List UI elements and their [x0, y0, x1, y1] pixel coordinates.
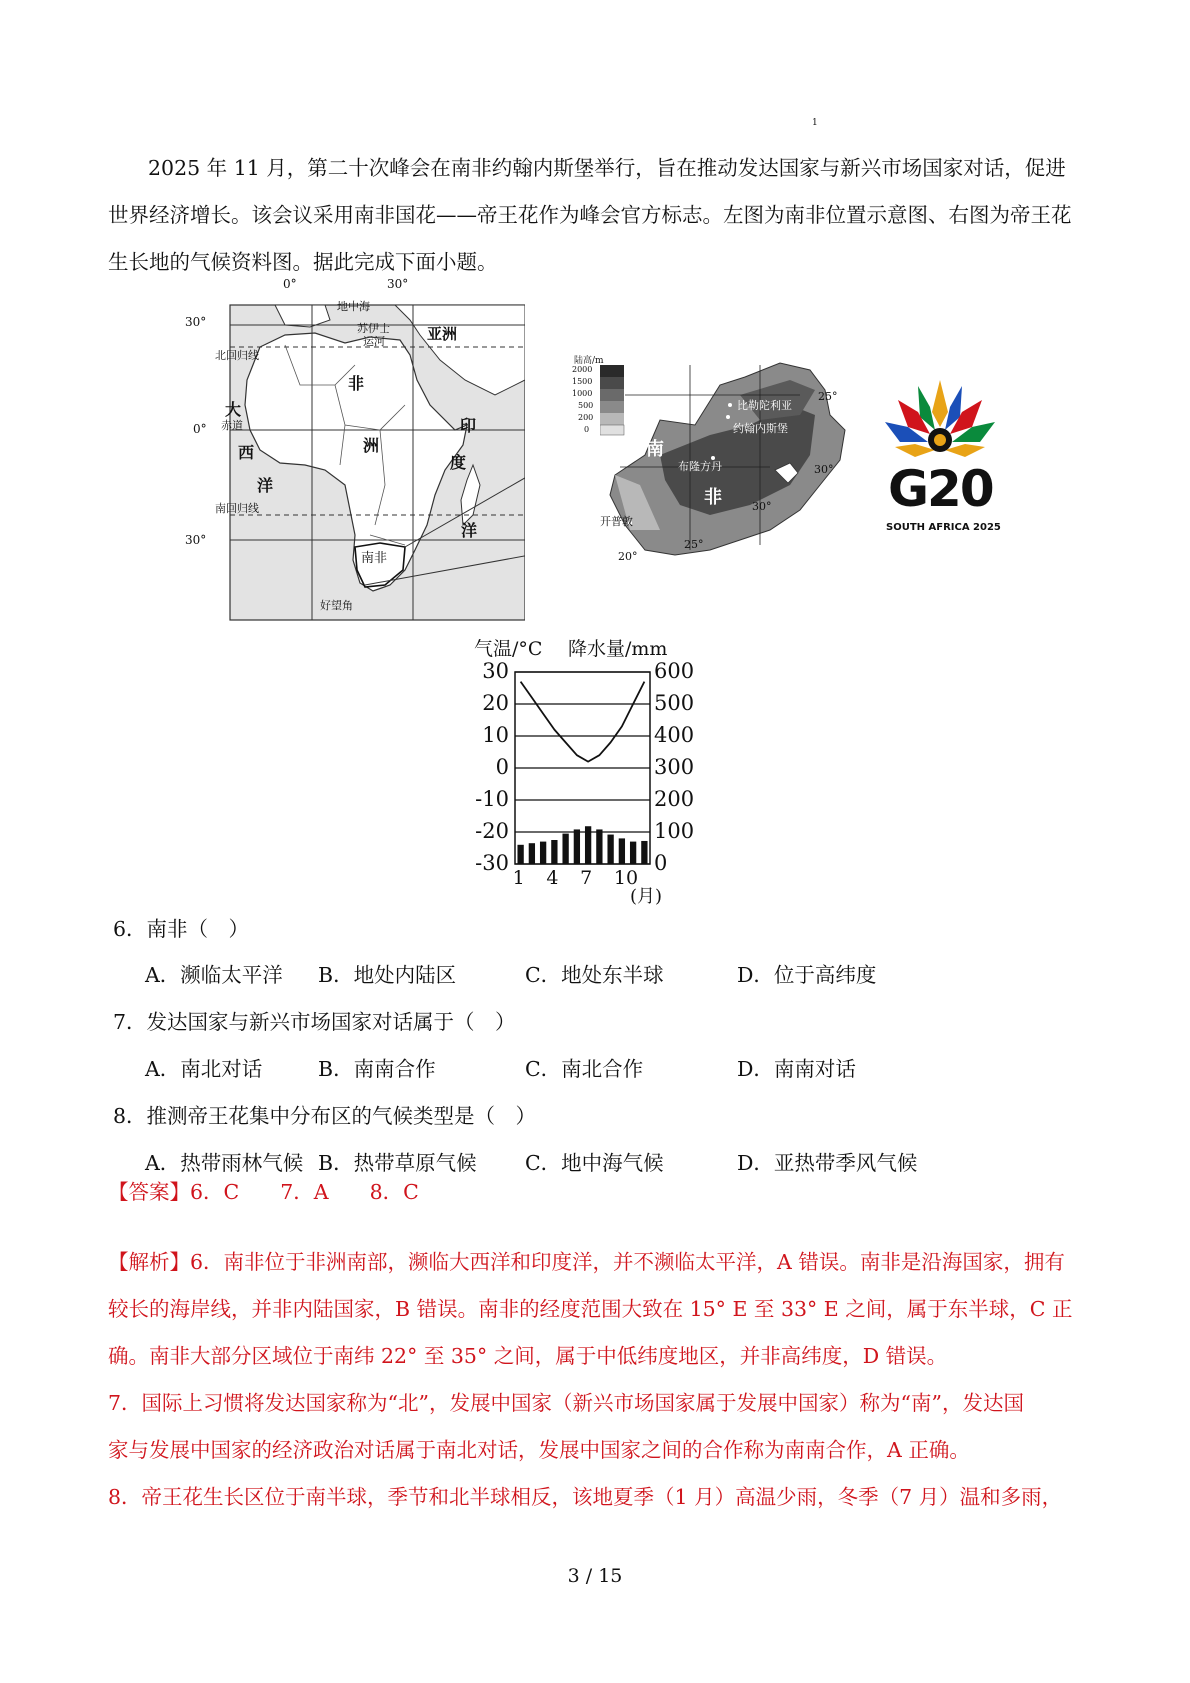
intro-line-1: 2025 年 11 月，第二十次峰会在南非约翰内斯堡举行，旨在推动发达国家与新兴市场国家对话，促进: [148, 156, 1066, 180]
question-7-option-d: D．南南对话: [737, 1057, 856, 1081]
legend-title: 陆高/m: [574, 356, 604, 366]
label-asia: 亚洲: [427, 325, 458, 343]
y-left-tick-label: -20: [475, 819, 509, 843]
question-8-option-b: B．热带草原气候: [318, 1151, 477, 1175]
question-6-option-c: C．地处东半球: [525, 963, 664, 987]
label-fei: 非: [704, 487, 722, 508]
y-right-tick-label: 600: [654, 659, 695, 683]
coord-25-lon: 25°: [684, 538, 704, 551]
lon-label-0: 0°: [283, 277, 297, 291]
top-mark: 1: [812, 118, 818, 128]
label-cape-good-hope: 好望角: [320, 599, 353, 612]
coord-20-lon: 20°: [618, 550, 638, 563]
label-indian-2: 度: [450, 453, 467, 472]
label-atlantic-3: 洋: [257, 476, 274, 495]
intro-paragraph: [108, 145, 1088, 286]
lon-label-30: 30°: [387, 277, 409, 291]
y-left-tick-label: 10: [482, 723, 509, 747]
city-pretoria: 比勒陀利亚: [737, 399, 792, 412]
analysis-line-5: 家与发展中国家的经济政治对话属于南北对话，发展中国家之间的合作称为南南合作，A 正确。: [108, 1438, 970, 1462]
y-left-tick-label: 0: [495, 755, 509, 779]
analysis-line-3: 确。南非大部分区域位于南纬 22° 至 35° 之间，属于中低纬度地区，并非高纬度，D 错误。: [108, 1344, 948, 1368]
label-nan: 南: [646, 439, 664, 460]
coord-25-lat: 25°: [818, 390, 838, 403]
g20-wordmark: G20: [888, 460, 993, 518]
legend-1000: 1000: [572, 389, 593, 398]
south-africa-relief-map: [572, 355, 870, 605]
y-left-tick-label: 20: [482, 691, 509, 715]
question-6-option-b: B．地处内陆区: [318, 963, 457, 987]
lat-label-0: 0°: [193, 422, 207, 436]
city-johannesburg: 约翰内斯堡: [733, 422, 788, 435]
legend-200: 200: [578, 413, 594, 422]
y-right-tick-label: 0: [654, 851, 668, 875]
x-tick-label: 10: [613, 867, 639, 889]
label-atlantic-2: 西: [238, 443, 255, 462]
label-indian-1: 印: [460, 416, 477, 435]
intro-line-3: 生长地的气候资料图。据此完成下面小题。: [108, 250, 498, 274]
question-7-option-c: C．南北合作: [525, 1057, 644, 1081]
analysis-line-2: 较长的海岸线，并非内陆国家，B 错误。南非的经度范围大致在 15° E 至 33° E 之间，属于东半球，C 正: [108, 1297, 1073, 1321]
x-tick-label: 1: [512, 867, 525, 889]
page-number: 3 / 15: [567, 1565, 623, 1587]
y-right-tick-label: 400: [654, 723, 695, 747]
analysis-line-6: 8．帝王花生长区位于南半球，季节和北半球相反，该地夏季（1 月）高温少雨，冬季（7 月）温和多雨，: [108, 1485, 1063, 1509]
analysis-line-1: 【解析】6．南非位于非洲南部，濒临大西洋和印度洋，并不濒临太平洋，A 错误。南非是沿海国家，拥有: [108, 1250, 1065, 1274]
label-suez-1: 苏伊士: [357, 322, 390, 335]
y-left-tick-label: -30: [475, 851, 509, 875]
question-6-option-d: D．位于高纬度: [737, 963, 877, 987]
coord-30-lat: 30°: [814, 463, 834, 476]
protea-flower-icon: [880, 372, 1000, 467]
analysis-block: [108, 1239, 1088, 1521]
legend-1500: 1500: [572, 377, 593, 386]
question-7-stem: 7．发达国家与新兴市场国家对话属于（ ）: [113, 1010, 516, 1034]
y-right-tick-label: 200: [654, 787, 695, 811]
label-indian-3: 洋: [461, 521, 478, 540]
question-8-option-d: D．亚热带季风气候: [737, 1151, 918, 1175]
label-equator: 赤道: [221, 419, 243, 432]
label-south-africa: 南非: [361, 551, 388, 566]
g20-subtext: SOUTH AFRICA 2025: [886, 522, 1001, 533]
x-tick-label: 7: [580, 867, 593, 889]
y-right-tick-label: 500: [654, 691, 695, 715]
question-6-stem: 6．南非（ ）: [113, 917, 250, 941]
chart-xlabel: (月): [630, 886, 663, 907]
label-suez-2: 运河: [363, 335, 385, 348]
question-7-option-b: B．南南合作: [318, 1057, 436, 1081]
analysis-line-4: 7．国际上习惯将发达国家称为“北”，发展中国家（新兴市场国家属于发展中国家）称为“南”，发达国: [108, 1391, 1024, 1415]
question-8-option-c: C．地中海气候: [525, 1151, 664, 1175]
x-tick-label: 4: [546, 867, 559, 889]
g20-logo: [880, 372, 1000, 542]
question-8-option-a: A．热带雨林气候: [145, 1151, 304, 1175]
coord-30-lon: 30°: [752, 500, 772, 513]
chart-ylabel-right: 降水量/mm: [568, 638, 668, 660]
label-africa-2: 洲: [363, 436, 380, 455]
label-tropic-cancer: 北回归线: [215, 349, 259, 362]
question-8-stem: 8．推测帝王花集中分布区的气候类型是（ ）: [113, 1104, 537, 1128]
y-left-tick-label: -10: [475, 787, 509, 811]
city-cape-town: 开普敦: [600, 515, 633, 528]
label-africa-1: 非: [348, 374, 365, 393]
question-6-option-a: A．濒临太平洋: [145, 963, 283, 987]
city-bloemfontein: 布隆方丹: [678, 460, 722, 473]
answer-line: 【答案】6．C 7．A 8．C: [108, 1180, 419, 1204]
question-7-option-a: A．南北对话: [145, 1057, 263, 1081]
label-tropic-capricorn: 南回归线: [215, 502, 259, 515]
africa-location-map: [185, 277, 525, 625]
legend-500: 500: [578, 401, 594, 410]
climate-chart: [470, 630, 720, 907]
y-right-tick-label: 300: [654, 755, 695, 779]
chart-ylabel-left: 气温/°C: [474, 638, 543, 660]
lat-label-30n: 30°: [185, 315, 207, 329]
legend-0: 0: [584, 425, 590, 434]
legend-2000: 2000: [572, 365, 593, 374]
y-right-tick-label: 100: [654, 819, 695, 843]
lat-label-30s: 30°: [185, 533, 207, 547]
y-left-tick-label: 30: [482, 659, 509, 683]
label-mediterranean: 地中海: [337, 300, 370, 313]
label-atlantic-1: 大: [225, 400, 242, 419]
intro-line-2: 世界经济增长。该会议采用南非国花——帝王花作为峰会官方标志。左图为南非位置示意图、右图为帝王花: [108, 203, 1072, 227]
